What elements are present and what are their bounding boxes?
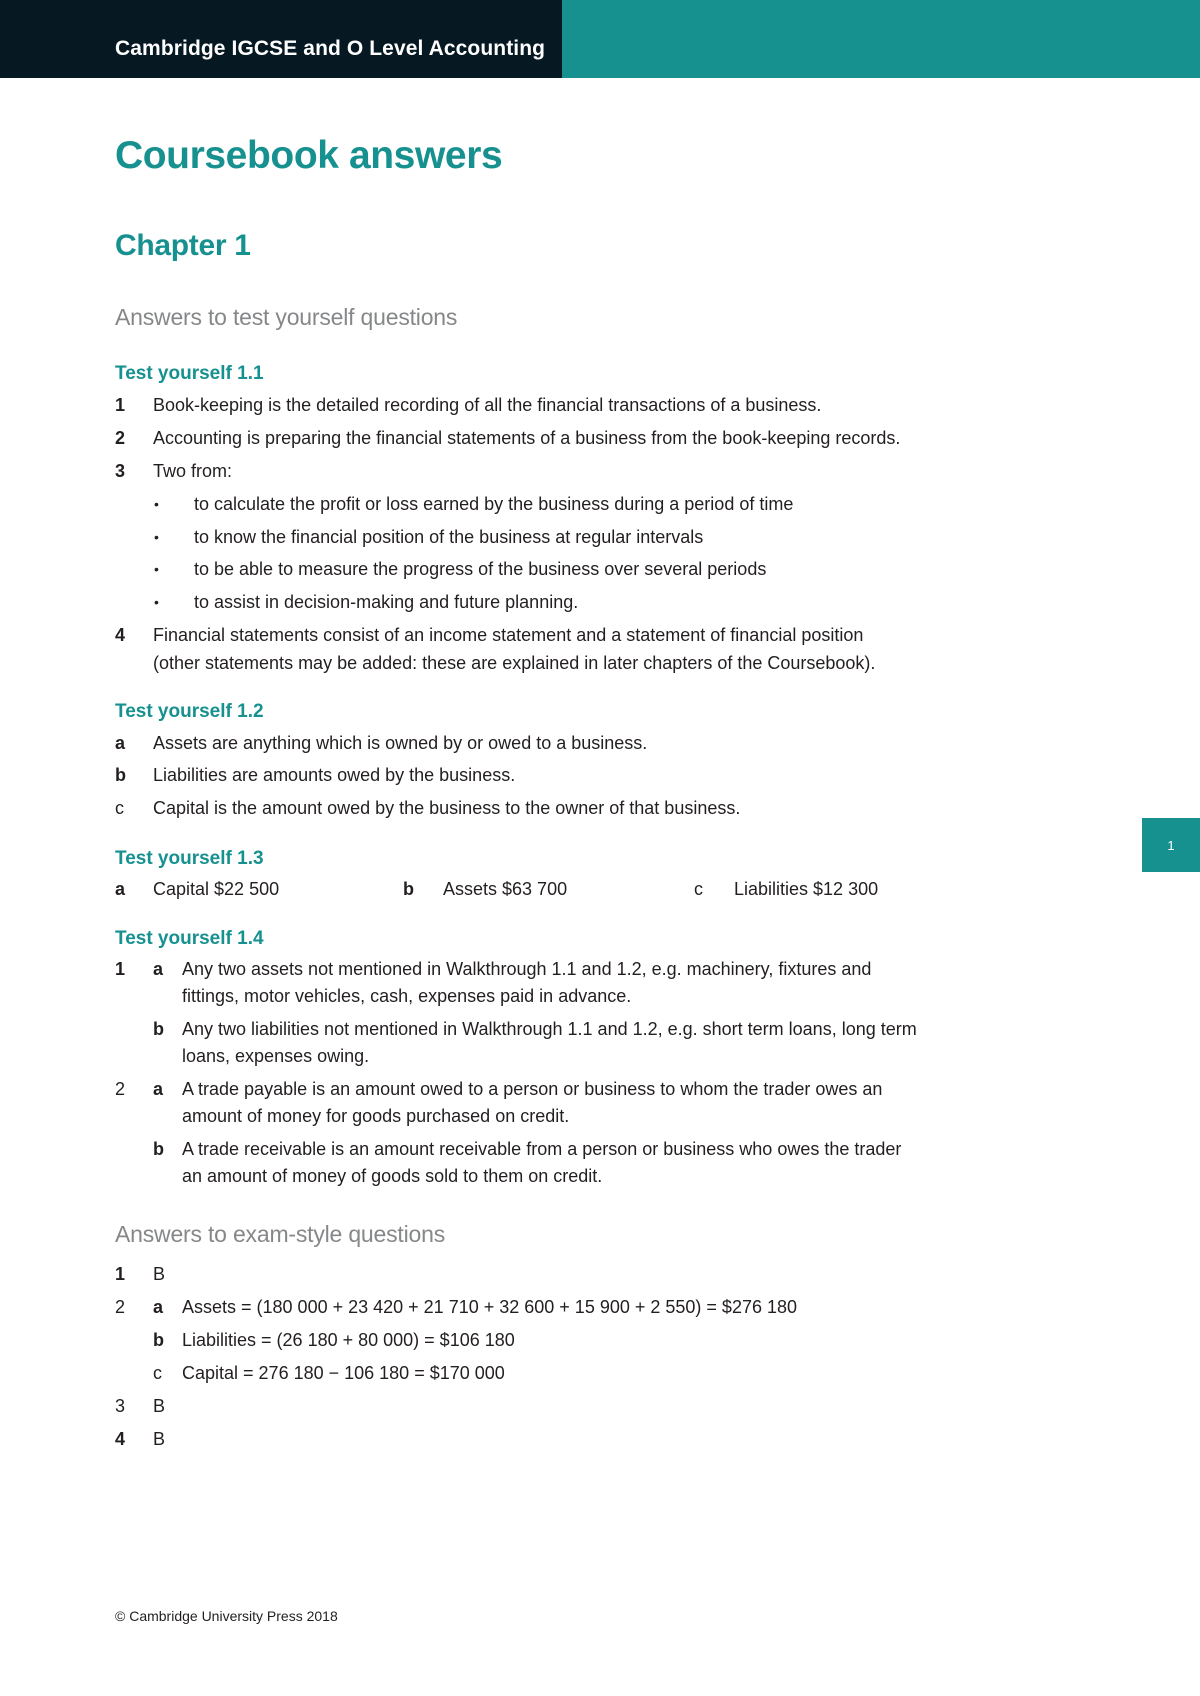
bullet-icon: • <box>154 561 159 577</box>
item-text: A trade receivable is an amount receivable from a person or business who owes the trader <box>182 1139 902 1159</box>
item-letter: c <box>153 1363 162 1383</box>
item-number: 1 <box>115 1264 126 1284</box>
item-text-continued: amount of money for goods purchased on credit. <box>182 1106 570 1126</box>
bullet-icon: • <box>154 594 159 610</box>
section-heading-exam-style: Answers to exam-style questions <box>115 1221 445 1247</box>
item-letter: b <box>403 879 414 899</box>
item-text: Book-keeping is the detailed recording of all the financial transactions of a business. <box>153 395 822 415</box>
item-number: 2 <box>115 1079 126 1099</box>
item-number: 4 <box>115 625 126 645</box>
test-yourself-1-1-heading: Test yourself 1.1 <box>115 363 264 384</box>
section-heading-test-yourself: Answers to test yourself questions <box>115 304 458 330</box>
item-text: A trade payable is an amount owed to a person or business to whom the trader owes an <box>182 1079 883 1099</box>
item-letter: c <box>694 879 703 899</box>
item-letter: b <box>153 1019 164 1039</box>
item-text: Capital = 276 180 − 106 180 = $170 000 <box>182 1363 505 1383</box>
item-letter: b <box>153 1139 164 1159</box>
item-number: 3 <box>115 1396 126 1416</box>
item-text: Two from: <box>153 461 233 481</box>
item-text: Liabilities are amounts owed by the business. <box>153 765 516 785</box>
header-title: Cambridge IGCSE and O Level Accounting <box>115 37 546 60</box>
item-text: Any two liabilities not mentioned in Walkthrough 1.1 and 1.2, e.g. short term loans, long term <box>182 1019 917 1039</box>
item-letter: b <box>115 765 126 785</box>
item-answer: B <box>153 1264 166 1284</box>
item-letter: a <box>153 959 164 979</box>
item-text-continued: loans, expenses owing. <box>182 1046 370 1066</box>
item-text: Assets = (180 000 + 23 420 + 21 710 + 32 600 + 15 900 + 2 550) = $276 180 <box>182 1297 798 1317</box>
item-text-continued: (other statements may be added: these are explained in later chapters of the Coursebook). <box>153 653 876 673</box>
bullet-icon: • <box>154 529 159 545</box>
item-text: Liabilities $12 300 <box>734 879 879 899</box>
item-text: Capital $22 500 <box>153 879 280 899</box>
bullet-text: to be able to measure the progress of the business over several periods <box>194 559 767 579</box>
item-letter: a <box>153 1079 164 1099</box>
bullet-text: to assist in decision-making and future planning. <box>194 592 579 612</box>
item-text-continued: fittings, motor vehicles, cash, expenses paid in advance. <box>182 986 632 1006</box>
header-bar-teal <box>562 0 1200 78</box>
item-text: Any two assets not mentioned in Walkthrough 1.1 and 1.2, e.g. machinery, fixtures and <box>182 959 872 979</box>
item-text-continued: an amount of money of goods sold to them on credit. <box>182 1166 603 1186</box>
item-text: Financial statements consist of an income statement and a statement of financial position <box>153 625 864 645</box>
item-answer: B <box>153 1396 166 1416</box>
page-number: 1 <box>1167 837 1175 853</box>
item-text: Capital is the amount owed by the business to the owner of that business. <box>153 798 741 818</box>
item-letter: c <box>115 798 124 818</box>
test-yourself-1-3-heading: Test yourself 1.3 <box>115 848 264 869</box>
item-text: Assets are anything which is owned by or owed to a business. <box>153 733 648 753</box>
item-number: 4 <box>115 1429 126 1449</box>
item-letter: a <box>115 733 126 753</box>
item-number: 2 <box>115 1297 126 1317</box>
item-text: Assets $63 700 <box>443 879 568 899</box>
item-number: 1 <box>115 395 126 415</box>
item-answer: B <box>153 1429 166 1449</box>
page-number-tab <box>1142 818 1200 872</box>
item-number: 3 <box>115 461 126 481</box>
footer-copyright: © Cambridge University Press 2018 <box>115 1608 338 1624</box>
item-text: Accounting is preparing the financial statements of a business from the book-keeping records. <box>153 428 901 448</box>
test-yourself-1-4-heading: Test yourself 1.4 <box>115 928 264 949</box>
bullet-text: to know the financial position of the business at regular intervals <box>194 527 704 547</box>
chapter-heading: Chapter 1 <box>115 229 251 262</box>
item-letter: a <box>115 879 126 899</box>
bullet-text: to calculate the profit or loss earned by the business during a period of time <box>194 494 794 514</box>
item-number: 2 <box>115 428 126 448</box>
bullet-icon: • <box>154 496 159 512</box>
page-title: Coursebook answers <box>115 134 503 177</box>
item-text: Liabilities = (26 180 + 80 000) = $106 180 <box>182 1330 515 1350</box>
item-letter: b <box>153 1330 164 1350</box>
item-number: 1 <box>115 959 126 979</box>
test-yourself-1-2-heading: Test yourself 1.2 <box>115 701 264 722</box>
item-letter: a <box>153 1297 164 1317</box>
